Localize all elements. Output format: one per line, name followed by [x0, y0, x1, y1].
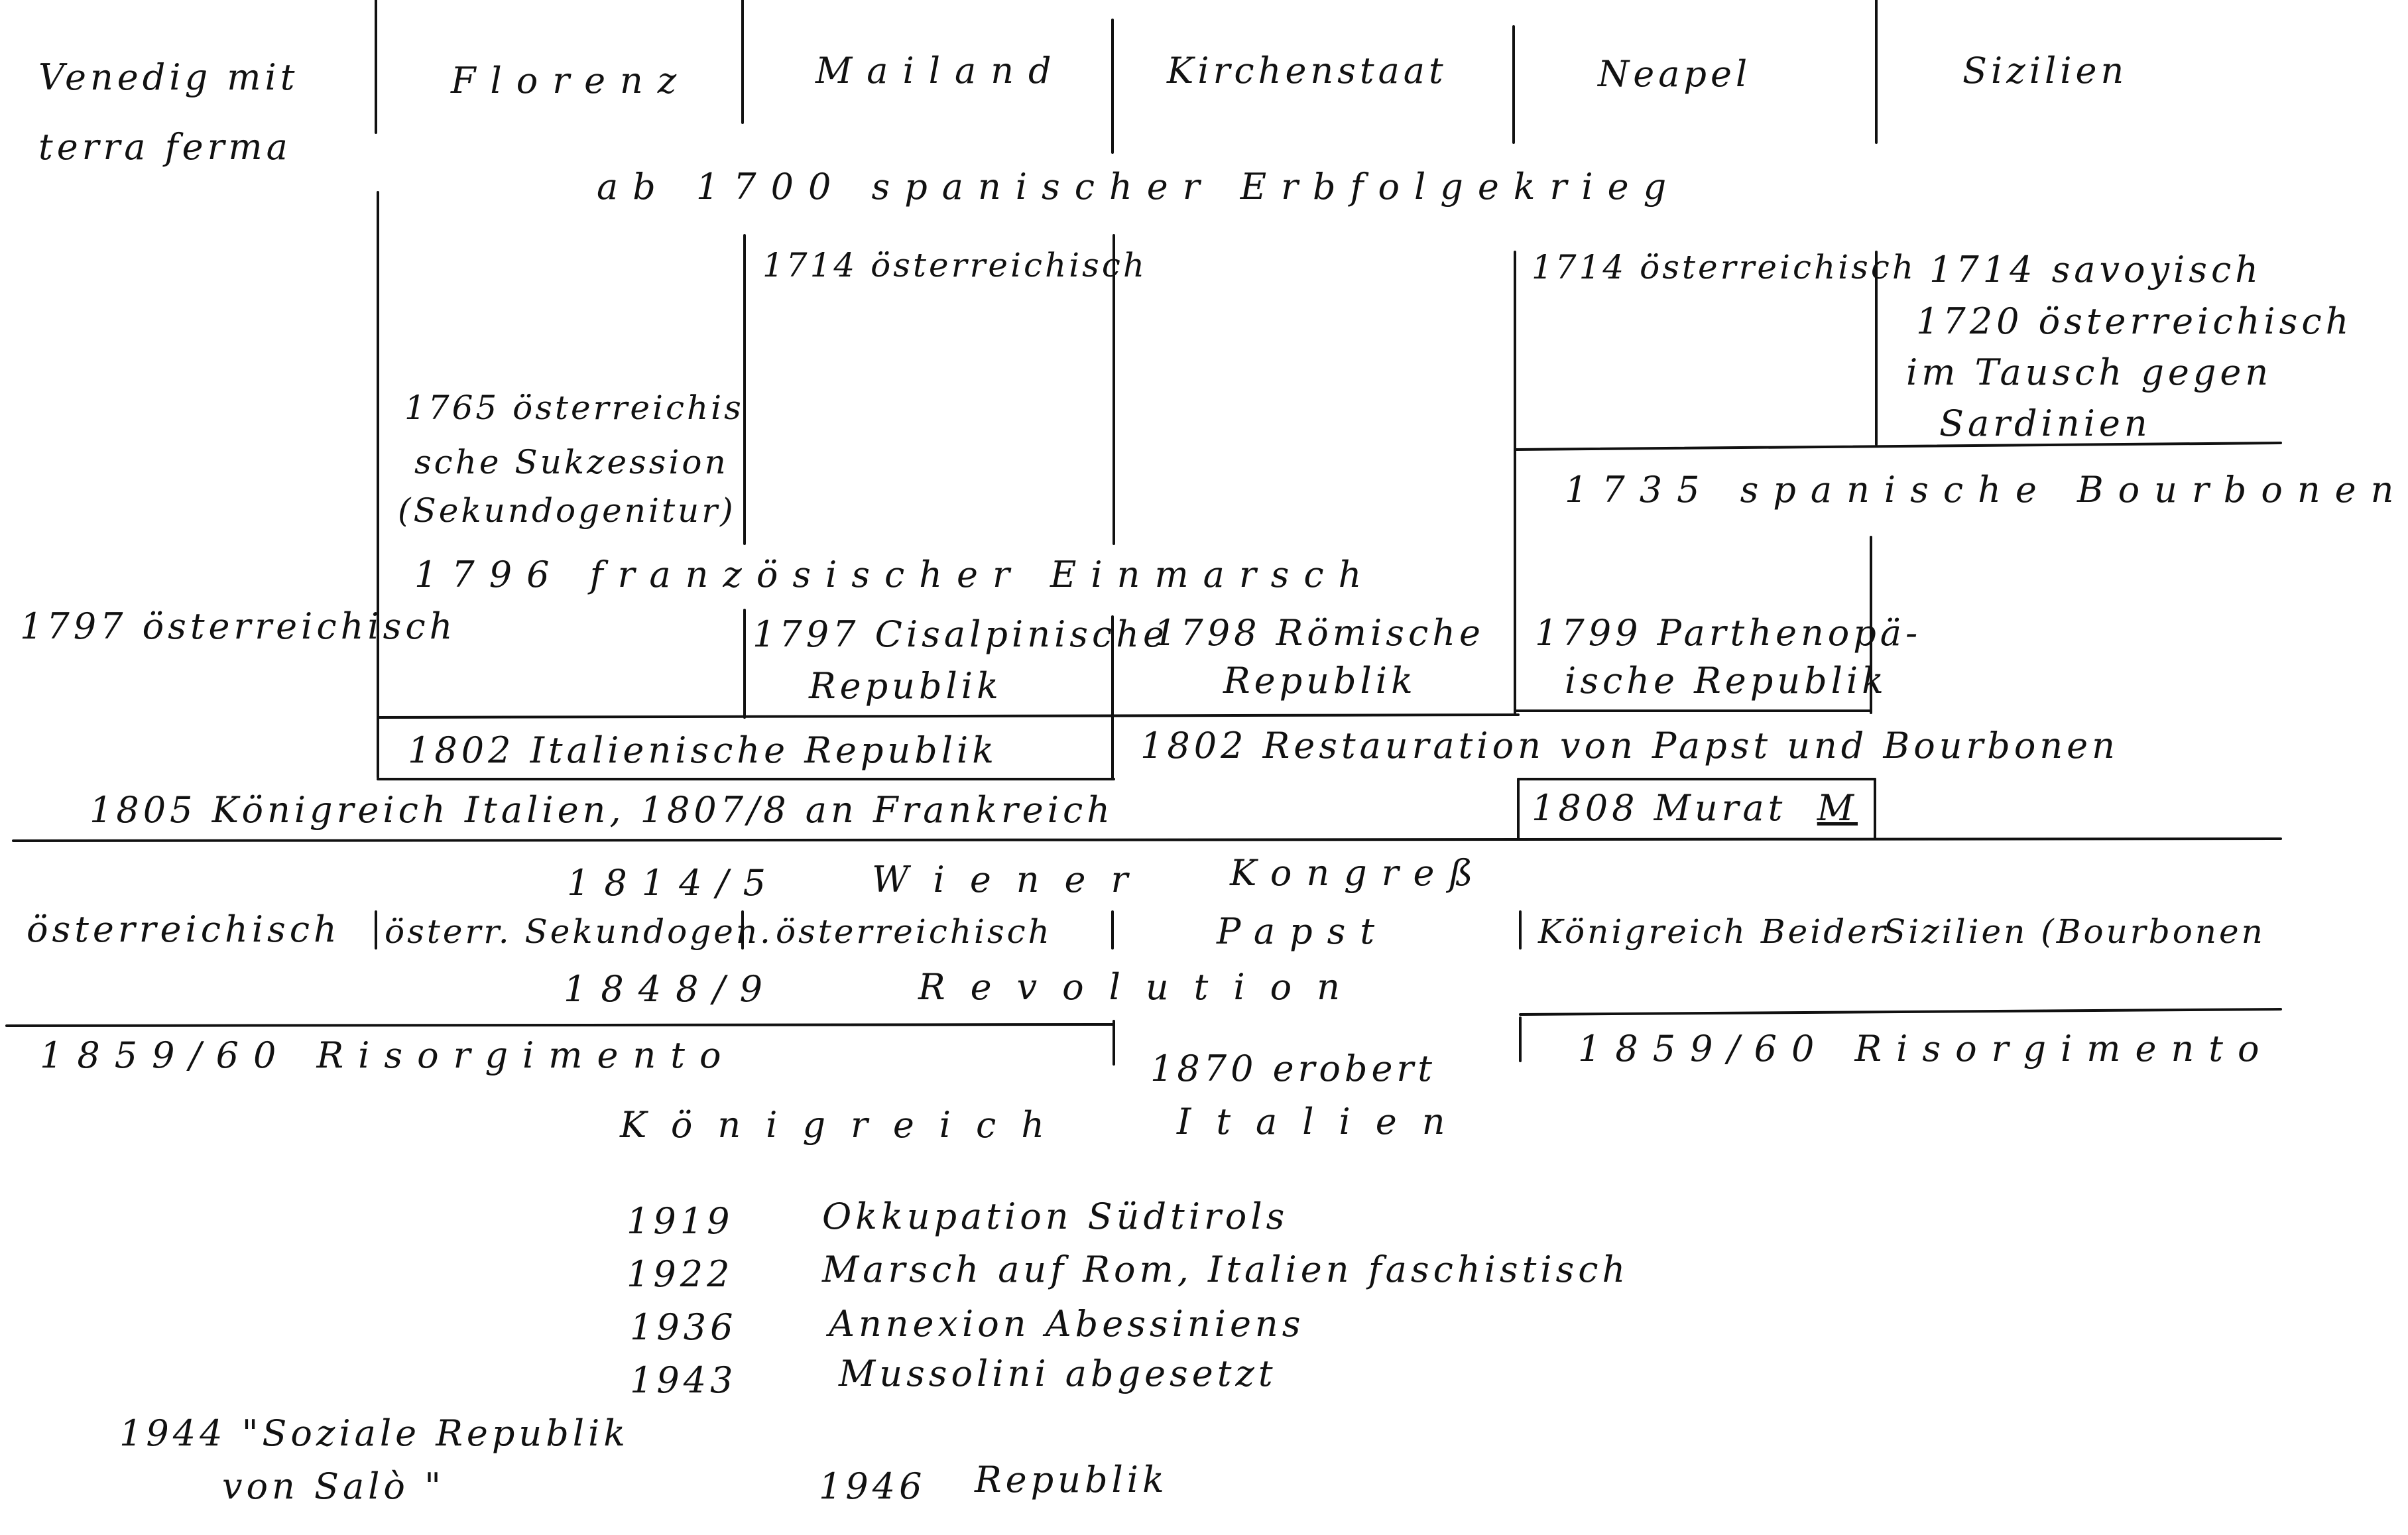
timeline-text: Marsch auf Rom, Italien faschistisch — [822, 1249, 1630, 1290]
neapel-1714: 1714 österreichisch — [1532, 248, 1917, 286]
risorgimento-left: 1859/60 Risorgimento — [40, 1034, 736, 1076]
timeline-text: Okkupation Südtirols — [822, 1196, 1289, 1237]
koenigreich-label: Königreich — [620, 1104, 1070, 1146]
cisalpin-line2: Republik — [809, 665, 1002, 707]
koenigreich-italien-1805: 1805 Königreich Italien, 1807/8 an Frankreich — [90, 789, 1114, 831]
timeline-year: 1919 — [627, 1200, 734, 1242]
timeline-year: 1936 — [630, 1306, 737, 1348]
salo-line2: von Salò " — [222, 1465, 445, 1507]
line-1849-left — [7, 1024, 1114, 1026]
revolution-year: 1848/9 — [564, 968, 777, 1010]
line-1849-right — [1520, 1009, 2281, 1014]
revolution-label: Revolution — [918, 966, 1365, 1008]
congress-mailand: österreichisch — [776, 912, 1052, 951]
murat-1808 — [1532, 787, 1858, 829]
sizilien-1714: 1714 savoyisch — [1929, 249, 2263, 290]
partheno-line2: ische Republik — [1565, 660, 1888, 702]
timeline-year: 1943 — [630, 1359, 737, 1401]
congress-year: 1814/5 — [567, 862, 780, 904]
mailand-1714: 1714 österreichisch — [762, 246, 1148, 284]
venedig-1797: 1797 österreichisch — [20, 605, 457, 647]
event-1700-erbfolgekrieg: ab 1700 spanischer Erbfolgekrieg — [597, 166, 1681, 208]
congress-kongress: Kongreß — [1230, 852, 1488, 894]
cisalpin-line1: 1797 Cisalpinische — [752, 613, 1168, 655]
congress-florenz: österr. Sekundogen. — [385, 912, 773, 951]
sizilien-1720: 1720 österreichisch — [1916, 300, 2353, 342]
event-1796-einmarsch: 1796 französischer Einmarsch — [414, 554, 1376, 595]
timeline-year: 1922 — [627, 1253, 734, 1295]
risorgimento-right: 1859/60 Risorgimento — [1578, 1028, 2274, 1070]
line-1815 — [13, 839, 2281, 841]
header-kirchenstaat: Kirchenstaat — [1167, 50, 1447, 92]
congress-venedig-oesterreichisch: österreichisch — [27, 908, 341, 950]
timeline-text: Annexion Abessiniens — [829, 1303, 1305, 1345]
header-venedig-line2: terra ferma — [38, 126, 292, 168]
congress-papst: Papst — [1217, 910, 1390, 952]
murat-1808-text: 1808 Murat — [1532, 787, 1787, 829]
header-venedig-line1: Venedig mit — [38, 56, 299, 98]
florenz-1765-line2: sche Sukzession — [414, 443, 729, 481]
florenz-1765-line3: (Sekundogenitur) — [398, 491, 736, 530]
sizilien-tausch: im Tausch gegen — [1906, 351, 2273, 393]
header-sizilien: Sizilien — [1962, 50, 2128, 92]
header-neapel: Neapel — [1598, 53, 1752, 95]
timeline-text: Mussolini abgesetzt — [839, 1353, 1277, 1394]
murat-mark: M — [1817, 787, 1858, 829]
rom-1870-erobert: 1870 erobert — [1150, 1048, 1436, 1089]
header-mailand: Mailand — [815, 50, 1066, 92]
header-florenz: Florenz — [451, 60, 692, 101]
sizilien-sardinien: Sardinien — [1939, 402, 2151, 444]
congress-sizilien-bourbonen: Sizilien (Bourbonen — [1883, 912, 2265, 951]
neapel-1735-bourbonen: 1735 spanische Bourbonen — [1565, 469, 2408, 511]
congress-koenigreich-beider: Königreich Beider — [1538, 912, 1888, 951]
roemisch-line2: Republik — [1223, 660, 1417, 702]
restauration-1802: 1802 Restauration von Papst und Bourbonen — [1140, 725, 2119, 767]
salo-line1: 1944 "Soziale Republik — [119, 1412, 630, 1454]
florenz-1765-line1: 1765 österreichis — [404, 389, 744, 427]
sizilien-1735-line — [1515, 443, 2281, 450]
republik-1946-text: Republik — [975, 1459, 1168, 1501]
republik-1946-year: 1946 — [819, 1465, 926, 1507]
box-1802-top — [378, 715, 1518, 717]
congress-wiener: Wiener — [872, 859, 1154, 900]
roemisch-line1: 1798 Römische — [1154, 612, 1484, 654]
partheno-line1: 1799 Parthenopä- — [1535, 612, 1922, 654]
italienische-republik-1802: 1802 Italienische Republik — [408, 729, 998, 771]
italien-label: Italien — [1177, 1101, 1471, 1142]
